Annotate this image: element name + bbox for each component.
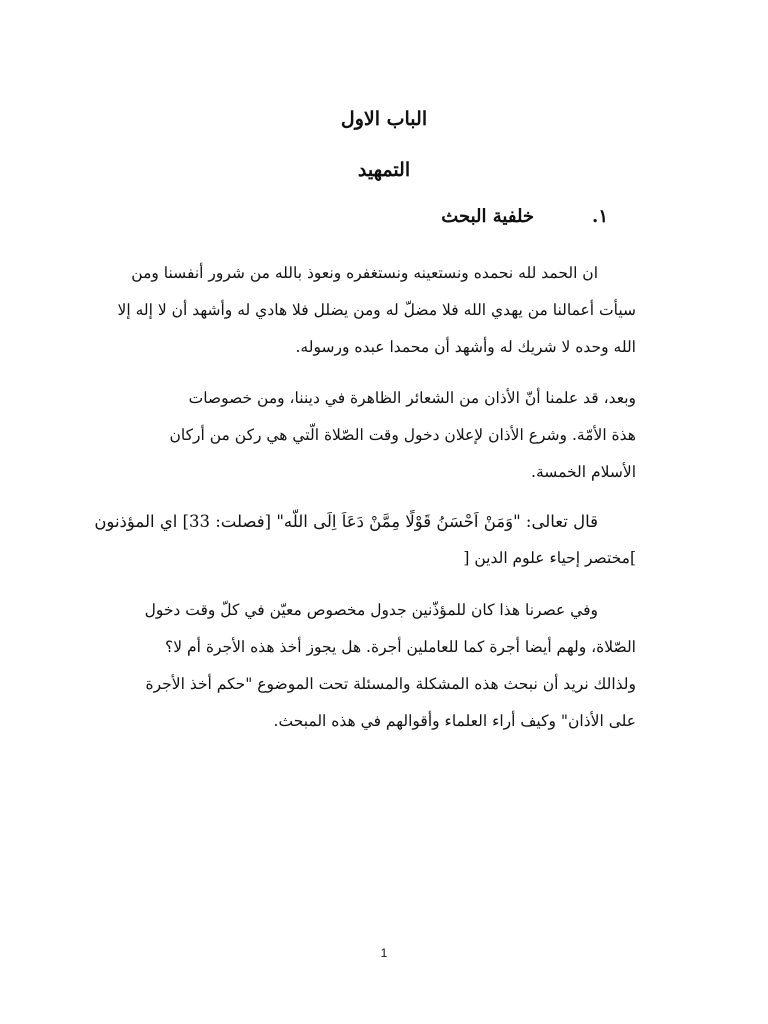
chapter-title: الباب الاول xyxy=(340,108,428,130)
paragraph-research-question xyxy=(108,592,636,740)
paragraph-line: الأسلام الخمسة. xyxy=(531,463,636,481)
paragraph-line: وفي عصرنا هذا كان للمؤذّنين جدول مخصوص معيّن في كلّ وقت دخول xyxy=(144,601,598,619)
paragraph-line: هذة الأمّة. وشرع الأذان لإعلان دخول وقت الصّلاة الّتي هي ركن من أركان xyxy=(169,426,636,444)
section-title: التمهيد xyxy=(357,159,411,181)
quran-quote-line: قال تعالى: "وَمَنْ اَحْسَنُ قَوْلًا مِمَّنْ دَعَاَ اِلَى اللّه" [فصلت: 33] اي المؤذنون xyxy=(94,512,598,531)
subsection-heading xyxy=(441,206,608,227)
paragraph-adhan xyxy=(108,380,636,491)
paragraph-line: وبعد، قد علمنا أنّ الأذان من الشعائر الظاهرة في ديننا، ومن خصوصات xyxy=(188,389,636,407)
paragraph-line: الله وحده لا شريك له وأشهد أن محمدا عبده ورسوله. xyxy=(295,338,636,356)
subsection-number: ١. xyxy=(592,206,608,227)
paragraph-line: ولذالك نريد أن نبحث هذه المشكلة والمسئلة تحت الموضوع "حكم أخذ الأجرة xyxy=(145,675,636,693)
subsection-title: خلفية البحث xyxy=(441,206,535,227)
paragraph-intro xyxy=(108,255,636,366)
paragraph-line: سيأت أعمالنا من يهدي الله فلا مضلّ له ومن يضلل فلا هادي له وأشهد أن لا إله إلا xyxy=(117,301,636,319)
paragraph-line: الصّلاة، ولهم أيضا أجرة كما للعاملين أجرة. هل يجوز أخذ هذه الأجرة أم لا؟ xyxy=(165,638,636,656)
page-number: 1 xyxy=(380,946,388,960)
citation-line: ]مختصر إحياء علوم الدين [ xyxy=(463,549,636,567)
paragraph-line: على الأذان" وكيف أراء العلماء وأقوالهم في هذه المبحث. xyxy=(273,712,636,730)
paragraph-quran-quote xyxy=(94,503,636,577)
paragraph-line: ان الحمد لله نحمده ونستعينه ونستغفره ونعوذ بالله من شرور أنفسنا ومن xyxy=(131,264,598,282)
